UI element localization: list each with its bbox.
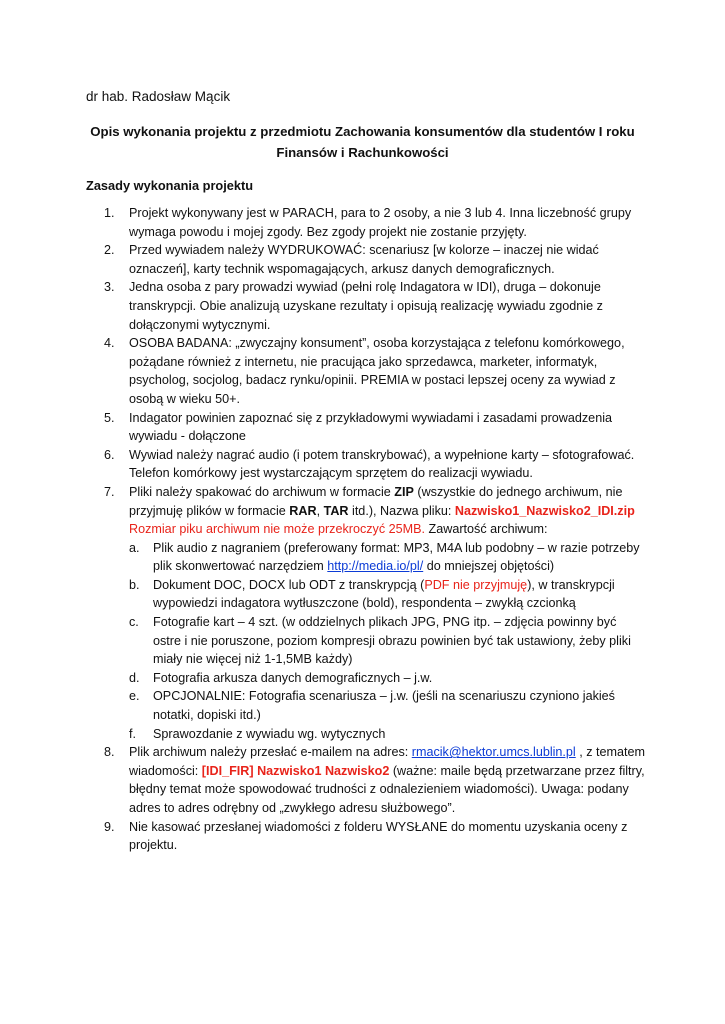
item-text: ,	[316, 503, 324, 518]
item-text: Nie kasować przesłanej wiadomości z folderu WYSŁANE do momentu uzyskania oceny z projektu.	[129, 819, 628, 853]
list-item	[86, 278, 646, 334]
size-limit-warning: Rozmiar piku archiwum nie może przekroczyć 25MB.	[129, 522, 426, 537]
sub-item-letter: d.	[129, 670, 140, 685]
item-text: Zawartość archiwum:	[425, 522, 548, 537]
item-number: 9.	[104, 819, 115, 834]
sub-item	[129, 669, 646, 688]
rules-list	[86, 204, 646, 855]
format-zip: ZIP	[394, 484, 414, 499]
item-text: , z tematem wiadomości:	[129, 745, 646, 778]
item-text: Przed wywiadem należy WYDRUKOWAĆ: scenariusz [w kolorze – inaczej nie widać oznaczeń], karty technik wspomagających, arkusz danych demograficznych.	[129, 243, 599, 276]
sub-item-text: Plik audio z nagraniem (preferowany format: MP3, M4A lub podobny – w razie potrzeby plik skonwertować narzędziem	[153, 540, 640, 574]
sub-item-letter: e.	[129, 689, 140, 704]
item-text: itd.), Nazwa pliku:	[348, 503, 455, 518]
sub-item-text: Sprawozdanie z wywiadu wg. wytycznych	[153, 726, 386, 741]
item-text: (ważne: maile będą przetwarzane przez filtry, błędny temat może spowodować trudności z odnalezieniem wiadomości). Uwaga: podany adres to adres odrębny od „zwykłego adresu służbowego”.	[129, 763, 645, 815]
item-text: Indagator powinien zapoznać się z przykładowymi wywiadami i zasadami prowadzenia wywiadu - dołączone	[129, 410, 612, 444]
list-item	[86, 204, 646, 241]
item-number: 5.	[104, 410, 115, 425]
item-number: 7.	[104, 484, 115, 499]
sub-item	[129, 725, 646, 744]
sub-item-letter: f.	[129, 726, 136, 741]
title-line-1: Opis wykonania projektu z przedmiotu Zachowania konsumentów dla studentów I roku	[90, 124, 635, 139]
sub-item-text: Fotografia arkusza danych demograficznych – j.w.	[153, 670, 433, 685]
section-heading: Zasady wykonania projektu	[86, 178, 254, 193]
pdf-not-accepted-warning: PDF nie przyjmuję	[424, 577, 528, 592]
list-item	[86, 334, 646, 408]
item-text: (wszystkie do jednego archiwum, nie przyjmuję plików w formacie	[129, 484, 623, 518]
item-number: 1.	[104, 206, 115, 220]
media-io-link[interactable]: http://media.io/pl/	[327, 559, 424, 574]
list-item	[86, 409, 646, 446]
list-item	[86, 241, 646, 278]
sub-item	[129, 576, 646, 613]
sub-item-text: Fotografie kart – 4 szt. (w oddzielnych plikach JPG, PNG itp. – zdjęcia powinny być ostre i nie poruszone, poziom kompresji obrazu powinien być tak ustawiony, żeby pliki miały nie więcej niż 1-1,5MB każdy)	[153, 615, 631, 667]
item-text: Pliki należy spakować do archiwum w formacie	[129, 484, 395, 499]
email-link[interactable]: rmacik@hektor.umcs.lublin.pl	[411, 745, 576, 760]
item-text: Plik archiwum należy przesłać e-mailem na adres:	[129, 745, 412, 760]
item-number: 4.	[104, 336, 115, 351]
item-number: 6.	[104, 447, 115, 462]
item-number: 3.	[104, 280, 115, 295]
sub-item-letter: c.	[129, 615, 139, 630]
sub-item-letter: b.	[129, 577, 140, 592]
list-item	[86, 446, 646, 483]
format-tar: TAR	[323, 503, 349, 518]
sub-item-text: OPCJONALNIE: Fotografia scenariusza – j.w. (jeśli na scenariuszu czyniono jakieś notatki, dopiski itd.)	[153, 689, 615, 723]
archive-filename: Nazwisko1_Nazwisko2_IDI.zip	[454, 503, 635, 518]
sub-item	[129, 539, 646, 576]
item-text: Projekt wykonywany jest w PARACH, para to 2 osoby, a nie 3 lub 4. Inna liczebność grupy wymaga powodu i mojej zgody. Bez zgody projekt nie zostanie przyjęty.	[129, 206, 632, 239]
sub-item	[129, 613, 646, 669]
list-item-archive	[86, 483, 646, 743]
format-rar: RAR	[289, 503, 317, 518]
item-number: 2.	[104, 243, 115, 258]
author-name: dr hab. Radosław Mącik	[86, 89, 231, 104]
item-number: 8.	[104, 745, 115, 760]
document-title	[60, 121, 665, 163]
archive-contents-list	[129, 539, 646, 744]
item-text: OSOBA BADANA: „zwyczajny konsument”, osoba korzystająca z telefonu komórkowego, pożądane również z internetu, nie pracująca jako sprzedawca, marketer, informatyk, psycholog, socjolog, badacz rynku/opinii. PREMIA w postaci lepszej oceny za wywiad z osobą w wieku 50+.	[129, 336, 625, 406]
list-item-email	[86, 743, 646, 817]
list-item	[86, 818, 646, 855]
sub-item	[129, 687, 646, 724]
sub-item-text: ), w transkrypcji wypowiedzi indagatora wytłuszczone (bold), respondenta – zwykłą czcionką	[153, 577, 615, 611]
sub-item-letter: a.	[129, 540, 140, 555]
sub-item-text: Dokument DOC, DOCX lub ODT z transkrypcją (	[153, 577, 425, 592]
email-subject: [IDI_FIR] Nazwisko1 Nazwisko2	[201, 763, 390, 778]
item-text: Wywiad należy nagrać audio (i potem transkrybować), a wypełnione karty – sfotografować. Telefon komórkowy jest wystarczającym sprzętem do realizacji wywiadu.	[129, 447, 635, 481]
sub-item-text: do mniejszej objętości)	[423, 559, 555, 574]
title-line-2: Finansów i Rachunkowości	[276, 145, 449, 160]
item-text: Jedna osoba z pary prowadzi wywiad (pełni rolę Indagatora w IDI), druga – dokonuje transkrypcji. Obie analizują uzyskane rezultaty i opisują realizację wywiadu zgodnie z dołączonymi wytycznymi.	[129, 280, 603, 332]
